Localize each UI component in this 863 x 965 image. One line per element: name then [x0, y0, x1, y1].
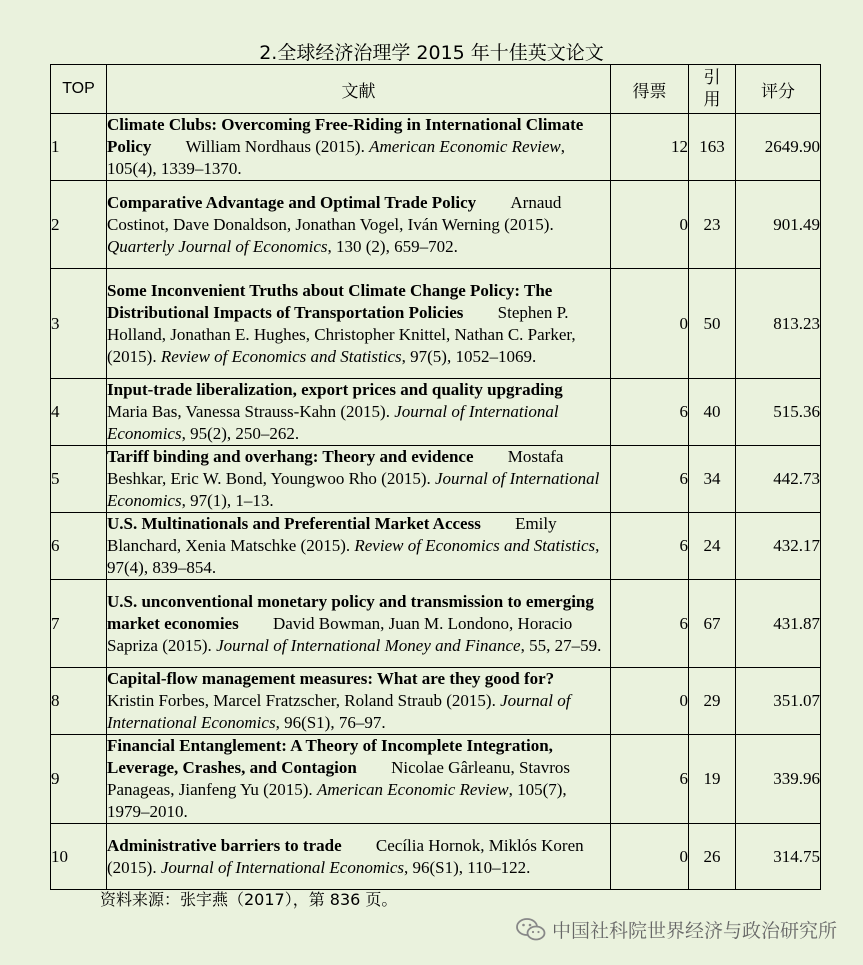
paper-details: , 96(S1), 76–97. [275, 713, 386, 732]
paper-title: Input-trade liberalization, export prices and quality upgrading [107, 380, 563, 399]
paper-title: Capital-flow management measures: What are they good for? [107, 669, 555, 688]
score-cell: 2649.90 [736, 114, 821, 181]
citations-cell: 19 [689, 735, 736, 824]
votes-cell: 6 [611, 379, 689, 446]
votes-cell: 0 [611, 181, 689, 269]
paper-journal: Journal of International Economics [107, 691, 571, 732]
paper-authors: Mostafa Beshkar, Eric W. Bond, Youngwoo Rho (2015). [107, 447, 564, 488]
rank-cell: 3 [51, 269, 107, 379]
paper-title: Some Inconvenient Truths about Climate Change Policy: The Distributional Impacts of Transportation Policies [107, 280, 553, 322]
citations-cell: 29 [689, 668, 736, 735]
rank-cell: 4 [51, 379, 107, 446]
paper-journal: American Economic Review [316, 780, 509, 799]
paper-title: Climate Clubs: Overcoming Free-Riding in International Climate Policy [107, 115, 584, 156]
reference-cell [107, 735, 611, 824]
table-row [51, 269, 821, 379]
reference-cell [107, 513, 611, 580]
header-citations-line2: 用 [703, 90, 721, 110]
votes-cell: 6 [611, 446, 689, 513]
paper-details: , 97(1), 1–13. [181, 491, 274, 510]
paper-journal: Journal of International Money and Finance [216, 635, 521, 655]
table-row [51, 446, 821, 513]
table-row [51, 668, 821, 735]
score-cell: 901.49 [736, 181, 821, 269]
paper-title: U.S. unconventional monetary policy and transmission to emerging market economies [107, 591, 594, 633]
score-cell: 813.23 [736, 269, 821, 379]
watermark [516, 916, 837, 943]
citations-cell: 163 [689, 114, 736, 181]
score-cell: 351.07 [736, 668, 821, 735]
reference-cell [107, 114, 611, 181]
rank-cell: 10 [51, 824, 107, 890]
paper-details: , 105(4), 1339–1370. [107, 137, 565, 178]
paper-authors: Maria Bas, Vanessa Strauss-Kahn (2015). [107, 402, 390, 421]
rank-cell: 6 [51, 513, 107, 580]
watermark-text: 中国社科院世界经济与政治研究所 [551, 920, 837, 942]
header-top: TOP [51, 65, 107, 114]
score-cell: 442.73 [736, 446, 821, 513]
table-row [51, 824, 821, 890]
citations-cell: 34 [689, 446, 736, 513]
wechat-icon [516, 917, 546, 943]
paper-title: Administrative barriers to trade [107, 835, 342, 855]
citations-cell: 24 [689, 513, 736, 580]
votes-cell: 0 [611, 668, 689, 735]
table-row [51, 513, 821, 580]
table-row [51, 735, 821, 824]
rank-cell: 7 [51, 580, 107, 668]
citations-cell: 23 [689, 181, 736, 269]
paper-details: , 55, 27–59. [520, 635, 602, 655]
score-cell: 314.75 [736, 824, 821, 890]
paper-details: , 97(4), 839–854. [107, 536, 600, 577]
paper-authors: David Bowman, Juan M. Londono, Horacio Sapriza (2015). [107, 613, 573, 655]
rank-cell: 2 [51, 181, 107, 269]
citations-cell: 50 [689, 269, 736, 379]
votes-cell: 12 [611, 114, 689, 181]
score-cell: 431.87 [736, 580, 821, 668]
paper-journal: Journal of International Economics [107, 469, 600, 510]
paper-authors: Kristin Forbes, Marcel Fratzscher, Roland Straub (2015). [107, 691, 496, 710]
rank-cell: 1 [51, 114, 107, 181]
paper-authors: Emily Blanchard, Xenia Matschke (2015). [107, 514, 557, 555]
table-row [51, 181, 821, 269]
paper-authors: Stephen P. Holland, Jonathan E. Hughes, Christopher Knittel, Nathan C. Parker, (2015). [107, 302, 576, 366]
votes-cell: 6 [611, 580, 689, 668]
paper-journal: American Economic Review [369, 137, 561, 156]
paper-journal: Journal of International Economics [107, 402, 559, 443]
reference-cell [107, 269, 611, 379]
rank-cell: 8 [51, 668, 107, 735]
votes-cell: 0 [611, 824, 689, 890]
rank-cell: 9 [51, 735, 107, 824]
paper-authors: Cecília Hornok, Miklós Koren (2015). [107, 835, 584, 877]
header-citations-line1: 引 [703, 68, 721, 88]
paper-journal: Review of Economics and Statistics [160, 346, 402, 366]
score-cell: 339.96 [736, 735, 821, 824]
reference-cell [107, 824, 611, 890]
table-title: 2.全球经济治理学 2015 年十佳英文论文 [259, 42, 604, 64]
header-votes: 得票 [611, 65, 689, 114]
reference-cell [107, 446, 611, 513]
paper-details: , 95(2), 250–262. [181, 424, 300, 443]
header-citations [689, 65, 736, 114]
score-cell: 515.36 [736, 379, 821, 446]
reference-cell [107, 181, 611, 269]
paper-details: , 105(7), 1979–2010. [107, 780, 567, 821]
paper-details: , 96(S1), 110–122. [404, 857, 531, 877]
header-literature: 文献 [107, 65, 611, 114]
paper-authors: Arnaud Costinot, Dave Donaldson, Jonathan Vogel, Iván Werning (2015). [107, 192, 562, 234]
paper-authors: William Nordhaus (2015). [185, 137, 365, 156]
votes-cell: 0 [611, 269, 689, 379]
reference-cell [107, 668, 611, 735]
paper-title: Comparative Advantage and Optimal Trade Policy [107, 192, 477, 212]
header-score: 评分 [736, 65, 821, 114]
table-row [51, 114, 821, 181]
paper-details: , 97(5), 1052–1069. [401, 346, 537, 366]
paper-title: U.S. Multinationals and Preferential Market Access [107, 514, 481, 533]
citations-cell: 67 [689, 580, 736, 668]
votes-cell: 6 [611, 513, 689, 580]
source-note: 资料来源：张宇燕（2017），第 836 页。 [100, 890, 398, 909]
paper-journal: Quarterly Journal of Economics [107, 236, 328, 256]
citations-cell: 26 [689, 824, 736, 890]
paper-title: Tariff binding and overhang: Theory and evidence [107, 447, 474, 466]
citations-cell: 40 [689, 379, 736, 446]
reference-cell [107, 580, 611, 668]
table-row [51, 379, 821, 446]
paper-authors: Nicolae Gârleanu, Stavros Panageas, Jianfeng Yu (2015). [107, 758, 570, 799]
table-header-row [51, 65, 821, 114]
reference-cell [107, 379, 611, 446]
paper-title: Financial Entanglement: A Theory of Incomplete Integration, Leverage, Crashes, and Contagion [107, 736, 553, 777]
paper-journal: Journal of International Economics [160, 857, 404, 877]
paper-journal: Review of Economics and Statistics [354, 536, 596, 555]
paper-details: , 130 (2), 659–702. [327, 236, 458, 256]
papers-table [50, 64, 821, 890]
votes-cell: 6 [611, 735, 689, 824]
table-row [51, 580, 821, 668]
score-cell: 432.17 [736, 513, 821, 580]
rank-cell: 5 [51, 446, 107, 513]
